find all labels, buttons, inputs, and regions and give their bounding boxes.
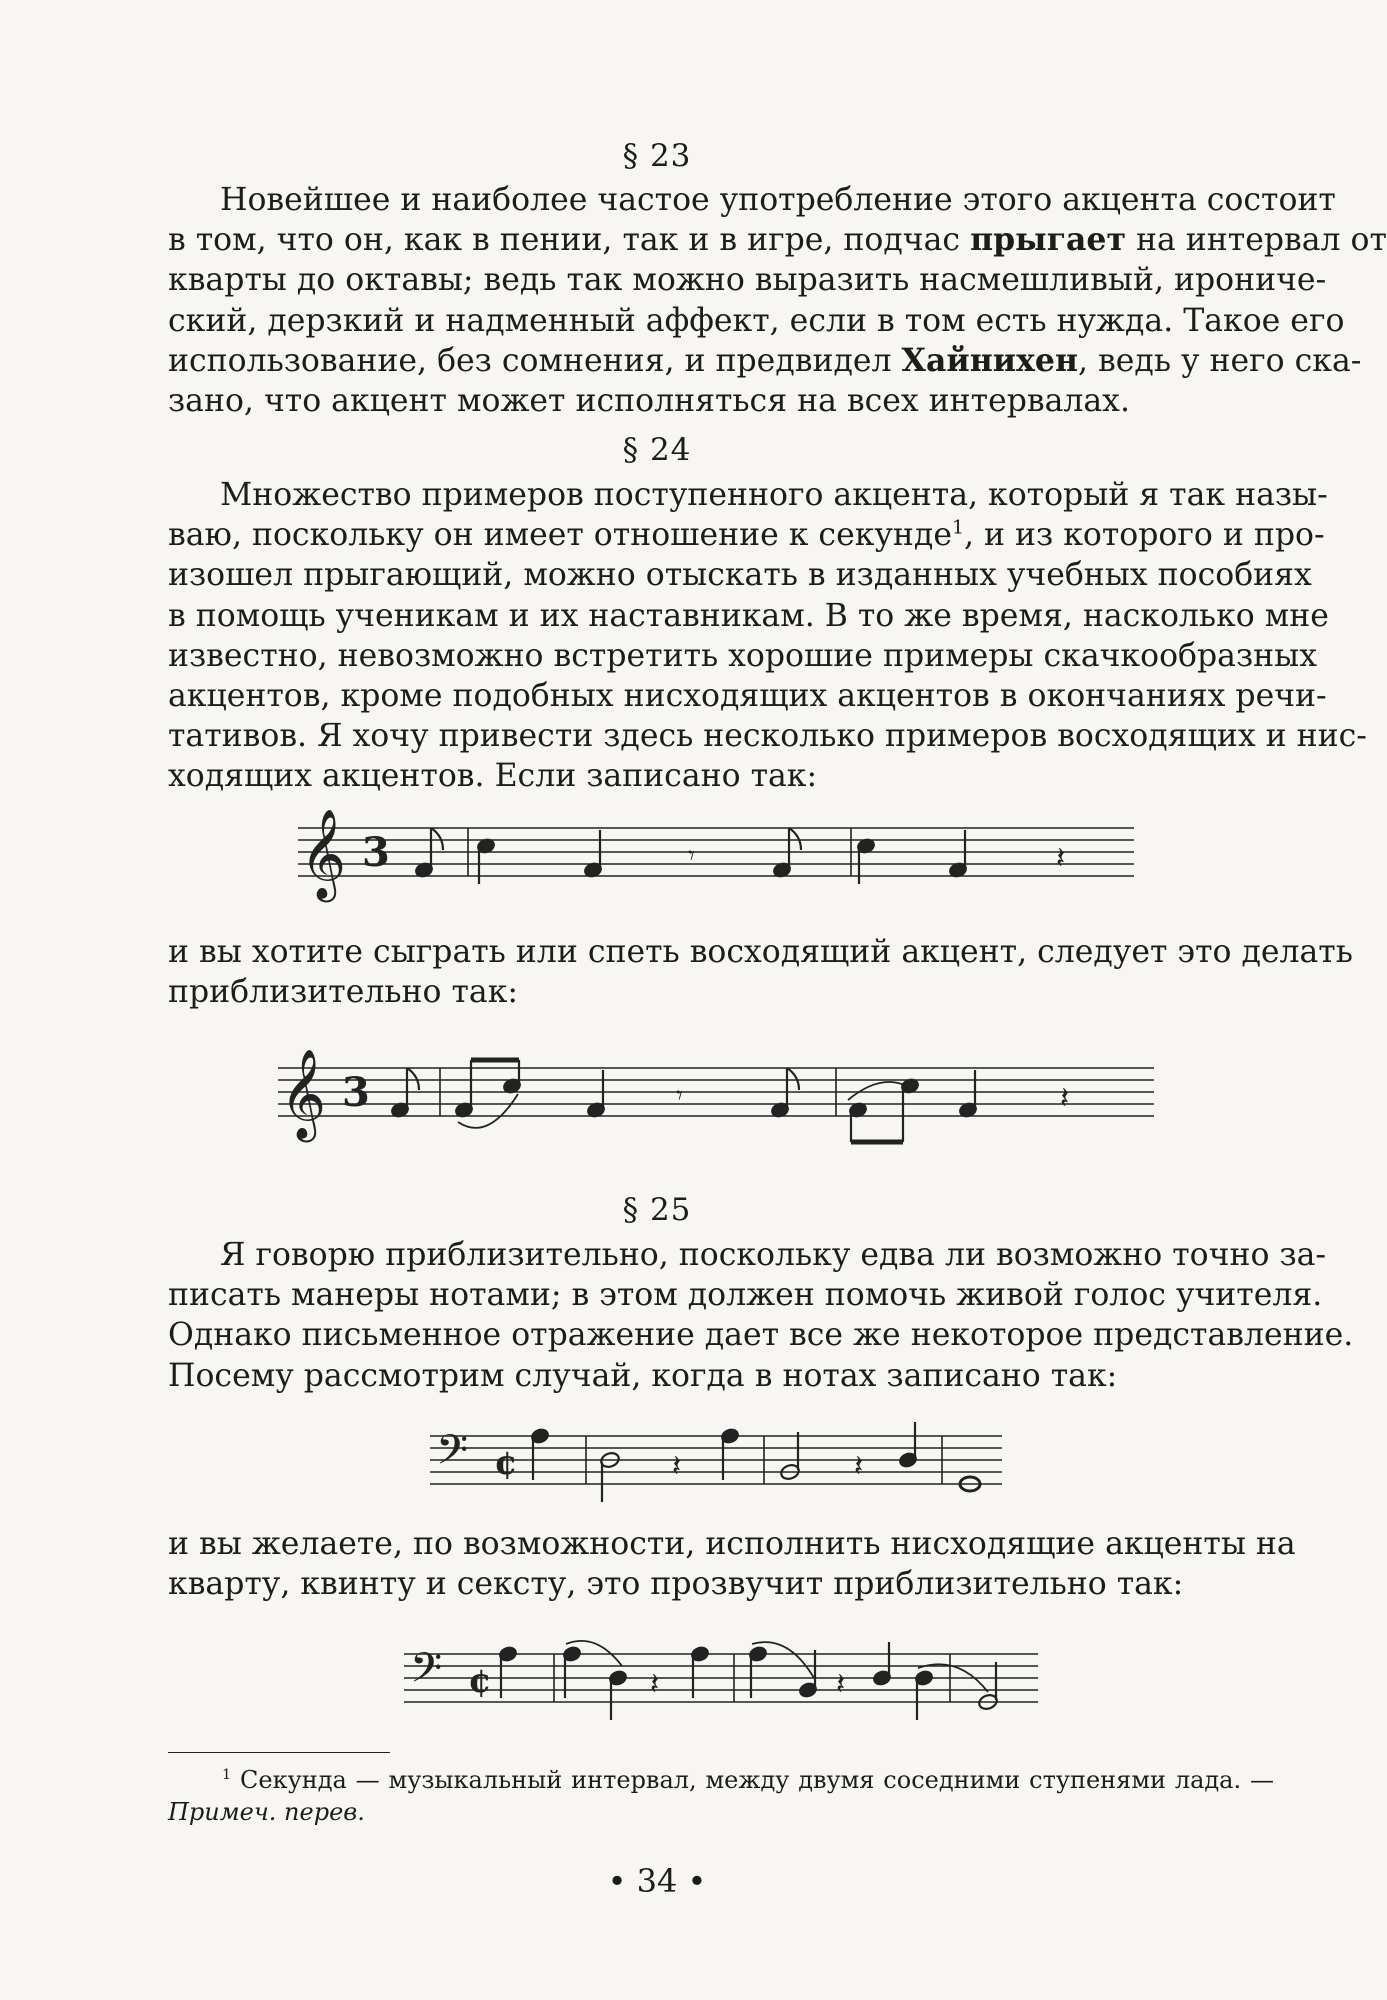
text-line: $^1$ Секунда — музыкальный интервал, между двумя соседними ступенями лада. — — [222, 1766, 1274, 1794]
section-heading-25: § 25 — [622, 1192, 692, 1228]
footnote-divider — [168, 1752, 390, 1753]
quarter-rest-icon: 𝄽 — [672, 1449, 682, 1484]
treble-clef-icon: 𝄞 — [280, 1049, 327, 1139]
music-staff-4 — [404, 1628, 1044, 1738]
staff-4-notation — [404, 1628, 1044, 1738]
text-line: ский, дерзкий и надменный аффект, если в том есть нужда. Такое его — [168, 302, 1345, 339]
quarter-rest-icon: 𝄽 — [1056, 841, 1066, 876]
text-line: кварту, квинту и сексту, это прозвучит приблизительно так: — [168, 1566, 1184, 1603]
text-line: ваю, поскольку он имеет отношение к секунде$^1$, и из которого и про- — [168, 516, 1325, 554]
eighth-rest-icon: 𝄾 — [688, 841, 695, 871]
text-line: и вы хотите сыграть или спеть восходящий акцент, следует это делать — [168, 934, 1353, 970]
music-staff-2 — [278, 1038, 1158, 1168]
bass-clef-icon: 𝄢 — [410, 1644, 443, 1702]
footnote — [168, 1764, 1274, 1828]
eighth-rest-icon: 𝄾 — [676, 1081, 683, 1111]
text-line: зано, что акцент может исполняться на всех интервалах. — [168, 382, 1130, 419]
text-line: Посему рассмотрим случай, когда в нотах записано так: — [168, 1357, 1118, 1394]
text-line: кварты до октавы; ведь так можно выразить насмешливый, ирониче- — [168, 262, 1327, 299]
paragraph-24b — [168, 932, 1353, 1012]
treble-clef-icon: 𝄞 — [300, 809, 347, 899]
music-staff-3 — [430, 1410, 1010, 1520]
quarter-rest-icon: 𝄽 — [1060, 1081, 1070, 1116]
staff-3-notation — [430, 1410, 1010, 1520]
bass-clef-icon: 𝄢 — [436, 1426, 469, 1484]
text-line: ходящих акцентов. Если записано так: — [168, 758, 818, 795]
text-line: акцентов, кроме подобных нисходящих акцентов в окончаниях речи- — [168, 677, 1327, 714]
text-line: в помощь ученикам и их наставникам. В то же время, насколько мне — [168, 597, 1329, 634]
text-line: изошел прыгающий, можно отыскать в изданных учебных пособиях — [168, 557, 1312, 594]
text-line: в том, что он, как в пении, так и в игре, подчас прыгает на интервал от — [168, 221, 1387, 259]
time-signature: 3 — [362, 829, 390, 876]
staff-1-notation — [298, 800, 1138, 910]
time-signature: ¢ — [494, 1443, 518, 1483]
text-line: известно, невозможно встретить хорошие примеры скачкообразных — [168, 637, 1317, 674]
quarter-rest-icon: 𝄽 — [854, 1449, 864, 1484]
music-staff-1 — [298, 800, 1138, 910]
page-number: • 34 • — [607, 1862, 707, 1900]
section-heading-24: § 24 — [622, 432, 692, 468]
paragraph-25 — [168, 1235, 1354, 1396]
text-line: приблизительно так: — [168, 974, 519, 1011]
text-line: и вы желаете, по возможности, исполнить нисходящие акценты на — [168, 1526, 1296, 1562]
section-heading-23: § 23 — [622, 138, 692, 174]
paragraph-25b — [168, 1524, 1296, 1604]
time-signature: ¢ — [468, 1661, 492, 1701]
text-line: Я говорю приблизительно, поскольку едва ли возможно точно за- — [220, 1237, 1327, 1273]
text-line: Новейшее и наиболее частое употребление этого акцента состоит — [220, 182, 1336, 218]
text-line: Примеч. перев. — [168, 1798, 365, 1826]
time-signature: 3 — [342, 1069, 370, 1116]
text-line: использование, без сомнения, и предвидел Хайнихен, ведь у него ска- — [168, 341, 1362, 379]
text-line: Множество примеров поступенного акцента, который я так назы- — [220, 477, 1328, 513]
paragraph-24 — [168, 475, 1367, 797]
quarter-rest-icon: 𝄽 — [836, 1667, 846, 1702]
text-line: Однако письменное отражение дает все же некоторое представление. — [168, 1317, 1354, 1354]
staff-2-notation — [278, 1038, 1158, 1168]
quarter-rest-icon: 𝄽 — [650, 1667, 660, 1702]
text-line: тативов. Я хочу привести здесь несколько примеров восходящих и нис- — [168, 718, 1367, 755]
paragraph-23 — [168, 180, 1387, 421]
text-line: писать манеры нотами; в этом должен помочь живой голос учителя. — [168, 1277, 1323, 1314]
